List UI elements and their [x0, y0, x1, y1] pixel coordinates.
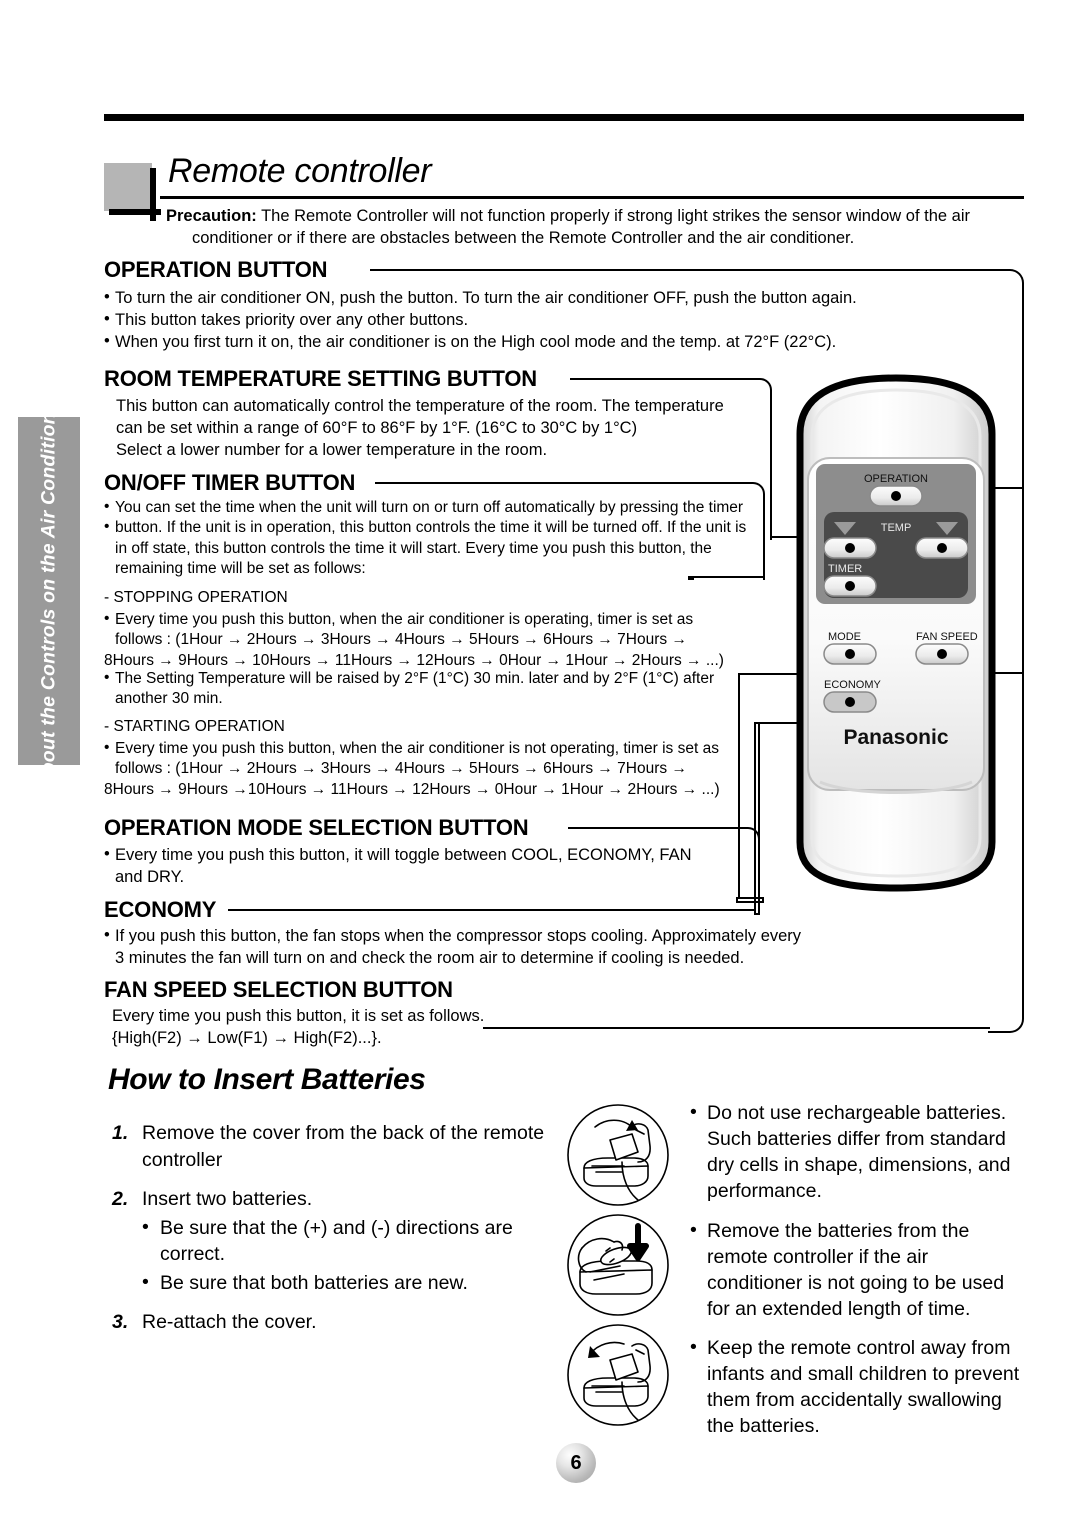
- title-underline: [160, 196, 1024, 199]
- operation-bullets: [104, 288, 904, 354]
- top-rule: [104, 114, 1024, 121]
- step-text: Remove the cover from the back of the remote controller: [142, 1122, 545, 1171]
- timer-starting-line: follows : (1Hour → 2Hours → 3Hours → 4Hours → 5Hours → 6Hours → 7Hours →: [115, 760, 687, 778]
- side-tab-label: About the Controls on the Air Conditioner: [37, 393, 60, 789]
- operation-bullet: • When you first turn it on, the air conditioner is on the High cool mode and the temp. at 72°F (22°C).: [104, 332, 904, 354]
- battery-step: [112, 1120, 552, 1173]
- step-text: Insert two batteries.: [142, 1188, 313, 1211]
- mode-line: • Every time you push this button, it will toggle between COOL, ECONOMY, FAN: [104, 845, 794, 867]
- page-number: 6: [556, 1443, 596, 1483]
- timer-starting-label: - STARTING OPERATION: [104, 718, 285, 735]
- rule-mode: [568, 827, 738, 829]
- rule-timer: [375, 482, 745, 484]
- battery-steps: [112, 1120, 552, 1349]
- economy-line: 3 minutes the fan will turn on and check the room air to determine if cooling is needed.: [115, 948, 745, 967]
- room-temp-text: [116, 396, 816, 462]
- svg-text:MODE: MODE: [828, 631, 861, 643]
- battery-note: • Remove the batteries from the remote controller if the air conditioner is not going to be used for an extended length of time.: [690, 1218, 1020, 1323]
- batteries-title: How to Insert Batteries: [108, 1063, 426, 1096]
- timer-starting-line: 8Hours → 9Hours →10Hours → 11Hours → 12Hours → 0Hour → 1Hour → 2Hours → ...): [104, 780, 720, 798]
- timer-temp-bullet: [104, 669, 764, 710]
- page-title: Remote controller: [168, 152, 432, 190]
- svg-text:TIMER: TIMER: [828, 563, 863, 575]
- timer-intro-line: remaining time will be set as follows:: [115, 560, 366, 578]
- battery-notes: [690, 1100, 1020, 1453]
- timer-temp-line: • The Setting Temperature will be raised by 2°F (1°C) 30 min. later and by 2°F (1°C) after: [104, 669, 764, 689]
- svg-text:OPERATION: OPERATION: [864, 473, 928, 485]
- step-subbullet: • Be sure that the (+) and (-) directions are correct.: [142, 1215, 552, 1268]
- timer-stopping-line: • Every time you push this button, when the air conditioner is operating, timer is set as: [104, 610, 764, 630]
- fan-speed-text: [112, 1006, 812, 1050]
- heading-mode-selection: OPERATION MODE SELECTION BUTTON: [104, 815, 529, 840]
- timer-stopping-line: follows : (1Hour → 2Hours → 3Hours → 4Hours → 5Hours → 6Hours → 7Hours →: [115, 631, 687, 649]
- fan-speed-line: {High(F2) → Low(F1) → High(F2)...}.: [112, 1028, 382, 1047]
- heading-fan-speed: FAN SPEED SELECTION BUTTON: [104, 977, 453, 1002]
- step-number: 1.: [112, 1122, 129, 1144]
- mode-bullet: [104, 845, 794, 889]
- timer-intro-line: • button. If the unit is in operation, this button controls the time it will be turned off. If the unit is: [104, 518, 754, 538]
- side-tab-section-marker: [18, 393, 80, 789]
- battery-note: • Do not use rechargeable batteries. Such batteries differ from standard dry cells in shape, dimensions, and performance.: [690, 1100, 1020, 1205]
- battery-step: [112, 1186, 552, 1296]
- remote-controller-illustration: [782, 372, 1010, 902]
- timer-temp-line: another 30 min.: [115, 690, 223, 708]
- svg-text:FAN SPEED: FAN SPEED: [916, 631, 978, 643]
- precaution-line-1: The Remote Controller will not function properly if strong light strikes the sensor window of the air: [261, 207, 970, 225]
- timer-stopping-line: 8Hours → 9Hours → 10Hours → 11Hours → 12Hours → 0Hour → 1Hour → 2Hours → ...): [104, 651, 724, 669]
- heading-economy: ECONOMY: [104, 897, 217, 922]
- economy-bullet: [104, 926, 884, 970]
- step-number: 3.: [112, 1311, 129, 1334]
- svg-text:TEMP: TEMP: [880, 522, 912, 534]
- heading-operation-button: OPERATION BUTTON: [104, 257, 328, 282]
- timer-starting-bullet: [104, 739, 764, 800]
- room-temp-line: Select a lower number for a lower temperature in the room.: [116, 440, 548, 459]
- connector-economy-vert: [754, 722, 760, 915]
- timer-intro: [104, 498, 754, 580]
- precaution-line-2: conditioner or if there are obstacles between the Remote Controller and the air conditioner.: [192, 229, 855, 248]
- battery-note: • Keep the remote control away from infants and small children to prevent them from accidentally swallowing the batteries.: [690, 1335, 1020, 1440]
- heading-room-temperature: ROOM TEMPERATURE SETTING BUTTON: [104, 366, 537, 391]
- operation-bullet: • This button takes priority over any other buttons.: [104, 310, 904, 332]
- timer-starting-line: • Every time you push this button, when the air conditioner is not operating, timer is set as: [104, 739, 764, 759]
- battery-step: [112, 1309, 552, 1336]
- step-subbullet: • Be sure that both batteries are new.: [142, 1270, 552, 1297]
- timer-stopping-bullet: [104, 610, 764, 671]
- timer-intro-line: in off state, this button controls the time it will start. Every time you push this button, the: [115, 539, 712, 557]
- rule-operation: [370, 269, 990, 271]
- fan-speed-line: Every time you push this button, it is set as follows.: [112, 1007, 485, 1025]
- mode-line: and DRY.: [115, 867, 185, 886]
- precaution-label: Precaution:: [166, 207, 257, 225]
- rule-economy: [228, 909, 756, 911]
- precaution-note: [166, 205, 1022, 250]
- economy-line: • If you push this button, the fan stops when the compressor stops cooling. Approximately every: [104, 926, 884, 948]
- callout-fanspeed-line: [483, 1027, 643, 1029]
- timer-intro-line: • You can set the time when the unit will turn on or turn off automatically by pressing the timer: [104, 498, 754, 518]
- rule-room-temp: [570, 378, 750, 380]
- room-temp-line: This button can automatically control the temperature of the room. The temperature: [116, 397, 724, 415]
- room-temp-line: can be set within a range of 60°F to 86°F by 1°F. (16°C to 30°C by 1°C): [116, 418, 638, 437]
- timer-stopping-label: - STOPPING OPERATION: [104, 589, 288, 606]
- svg-text:Panasonic: Panasonic: [843, 726, 949, 749]
- operation-bullet: • To turn the air conditioner ON, push the button. To turn the air conditioner OFF, push the button again.: [104, 288, 904, 310]
- step-text: Re-attach the cover.: [142, 1311, 317, 1334]
- svg-text:ECONOMY: ECONOMY: [824, 679, 881, 691]
- title-square-ornament: [104, 163, 152, 211]
- step-number: 2.: [112, 1188, 129, 1211]
- battery-illustrations: [562, 1100, 674, 1435]
- heading-onoff-timer: ON/OFF TIMER BUTTON: [104, 470, 356, 495]
